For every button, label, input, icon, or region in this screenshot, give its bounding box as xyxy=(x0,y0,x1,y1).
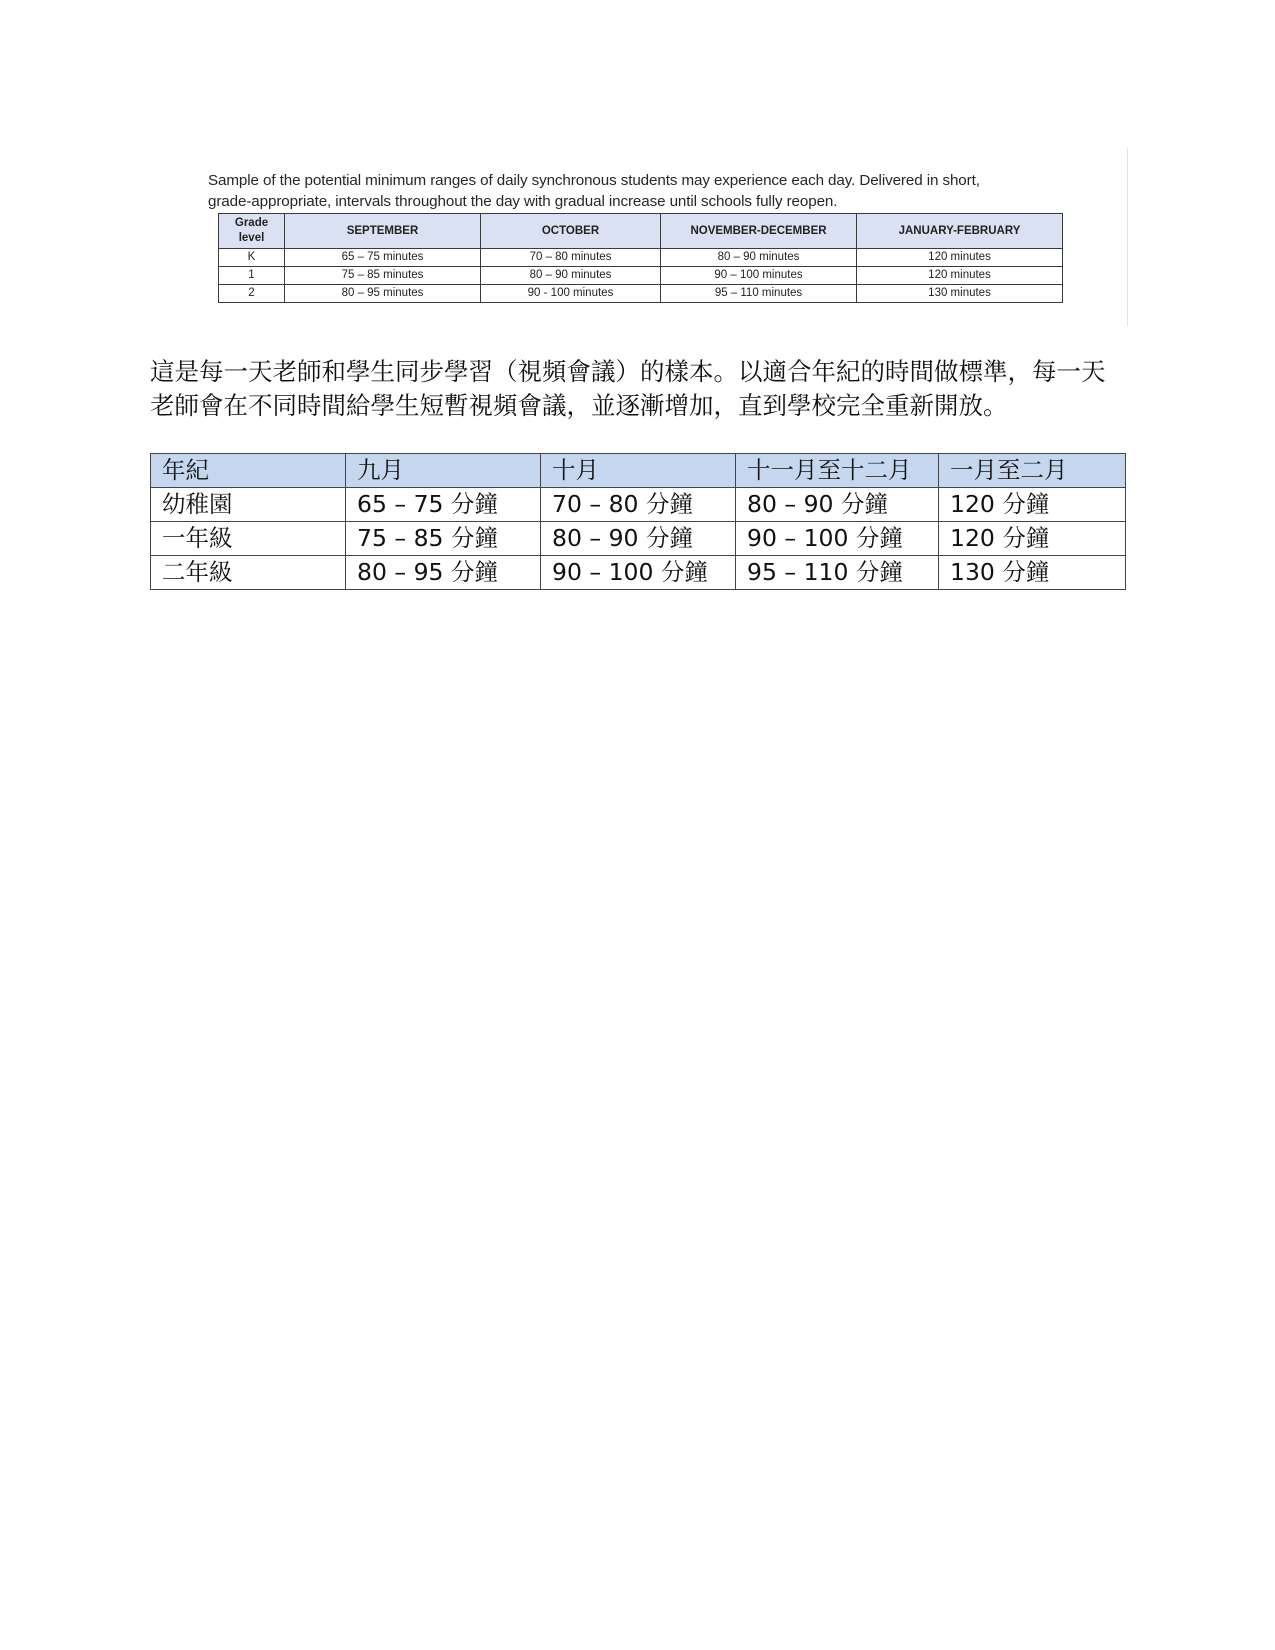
table-header-row xyxy=(151,454,1126,488)
table-cell: 130 minutes xyxy=(857,285,1063,303)
table-cell: 80 – 90 分鐘 xyxy=(736,488,939,522)
table-cell: 幼稚園 xyxy=(151,488,346,522)
header-january-february: JANUARY-FEBRUARY xyxy=(857,214,1063,249)
english-schedule-table xyxy=(218,213,1063,303)
table-cell: 90 – 100 分鐘 xyxy=(736,522,939,556)
paragraph-line: 這是每一天老師和學生同步學習（視頻會議）的樣本。以適合年紀的時間做標準，每一天 xyxy=(150,357,1106,386)
table-cell: K xyxy=(219,249,285,267)
table-cell: 65 – 75 分鐘 xyxy=(346,488,541,522)
table-cell: 80 – 90 minutes xyxy=(661,249,857,267)
figure-border-edge xyxy=(1127,148,1128,326)
header-grade: 年紀 xyxy=(151,454,346,488)
table-cell: 75 – 85 minutes xyxy=(285,267,481,285)
figure-caption-line: Sample of the potential minimum ranges of daily synchronous students may experience each day. Delivered in short, xyxy=(208,172,980,189)
table-row xyxy=(219,267,1063,285)
paragraph-line: 老師會在不同時間給學生短暫視頻會議，並逐漸增加，直到學校完全重新開放。 xyxy=(150,391,1008,420)
table-cell: 95 – 110 分鐘 xyxy=(736,556,939,590)
header-october: OCTOBER xyxy=(481,214,661,249)
header-september: SEPTEMBER xyxy=(285,214,481,249)
table-cell: 2 xyxy=(219,285,285,303)
table-cell: 70 – 80 minutes xyxy=(481,249,661,267)
table-cell: 一年級 xyxy=(151,522,346,556)
table-cell: 1 xyxy=(219,267,285,285)
table-cell: 70 – 80 分鐘 xyxy=(541,488,736,522)
table-cell: 75 – 85 分鐘 xyxy=(346,522,541,556)
chinese-translation-paragraph xyxy=(150,355,1130,423)
header-october: 十月 xyxy=(541,454,736,488)
table-cell: 130 分鐘 xyxy=(939,556,1126,590)
table-row xyxy=(151,556,1126,590)
table-row xyxy=(151,522,1126,556)
table-cell: 90 – 100 分鐘 xyxy=(541,556,736,590)
header-grade-level: Grade level xyxy=(219,214,285,249)
header-november-december: NOVEMBER-DECEMBER xyxy=(661,214,857,249)
table-header-row xyxy=(219,214,1063,249)
table-row xyxy=(219,285,1063,303)
figure-caption-line: grade-appropriate, intervals throughout the day with gradual increase until schools fully reopen. xyxy=(208,193,838,210)
table-cell: 二年級 xyxy=(151,556,346,590)
table-cell: 120 分鐘 xyxy=(939,488,1126,522)
table-cell: 120 minutes xyxy=(857,267,1063,285)
table-row xyxy=(219,249,1063,267)
table-row xyxy=(151,488,1126,522)
header-september: 九月 xyxy=(346,454,541,488)
table-cell: 80 – 90 minutes xyxy=(481,267,661,285)
table-cell: 80 – 90 分鐘 xyxy=(541,522,736,556)
header-january-february: 一月至二月 xyxy=(939,454,1126,488)
table-cell: 80 – 95 minutes xyxy=(285,285,481,303)
table-cell: 95 – 110 minutes xyxy=(661,285,857,303)
table-cell: 120 minutes xyxy=(857,249,1063,267)
table-cell: 90 - 100 minutes xyxy=(481,285,661,303)
header-november-december: 十一月至十二月 xyxy=(736,454,939,488)
table-cell: 80 – 95 分鐘 xyxy=(346,556,541,590)
english-schedule-figure xyxy=(208,148,1078,324)
chinese-schedule-table xyxy=(150,453,1126,590)
figure-caption xyxy=(208,170,1058,212)
table-cell: 65 – 75 minutes xyxy=(285,249,481,267)
table-cell: 90 – 100 minutes xyxy=(661,267,857,285)
table-cell: 120 分鐘 xyxy=(939,522,1126,556)
